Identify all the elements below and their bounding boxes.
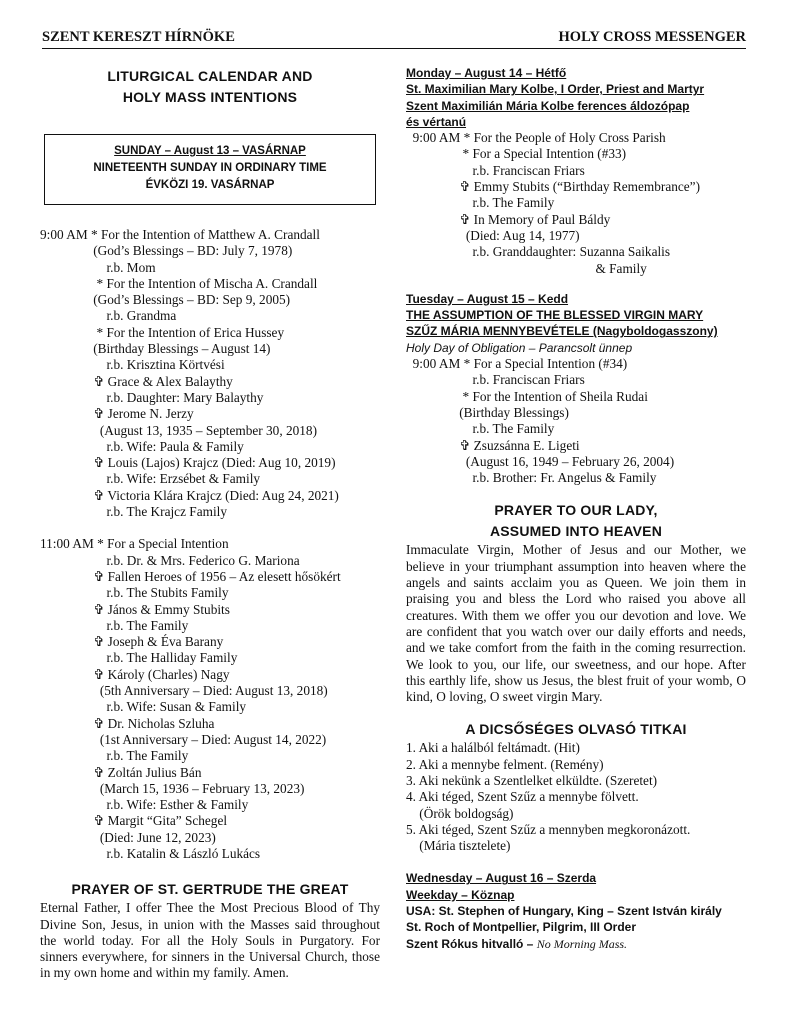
- intention-line: ✞ Grace & Alex Balaythy: [40, 373, 233, 389]
- intention-line: 9:00 AM * For the People of Holy Cross Parish: [406, 130, 666, 146]
- intention-line: r.b. Franciscan Friars: [406, 372, 585, 388]
- intention-line: r.b. Mom: [40, 259, 156, 275]
- monday-mass-list: [406, 130, 746, 277]
- mass-11am-list: [40, 536, 380, 862]
- intention-line: ✞ Margit “Gita” Schegel: [40, 813, 228, 829]
- intention-line: (5th Anniversary – Died: August 13, 2018): [40, 683, 328, 699]
- intention-line: * For the Intention of Erica Hussey: [40, 324, 285, 340]
- intention-line: r.b. The Stubits Family: [40, 585, 229, 601]
- intention-line: (Örök boldogság): [406, 805, 514, 821]
- tuesday-feast-hu: SZŰZ MÁRIA MENNYBEVÉTELE (Nagyboldogasszony): [406, 324, 718, 339]
- page-header: [42, 26, 746, 49]
- sunday-title-en: NINETEENTH SUNDAY IN ORDINARY TIME: [93, 162, 327, 174]
- intention-line: 2. Aki a mennybe felment. (Remény): [406, 756, 604, 772]
- intention-line: ✞ Emmy Stubits (“Birthday Remembrance”): [406, 179, 701, 195]
- rosary-title: A DICSŐSÉGES OLVASÓ TITKAI: [465, 721, 687, 738]
- intention-line: (1st Anniversary – Died: August 14, 2022): [40, 731, 327, 747]
- intention-line: r.b. Katalin & László Lukács: [40, 845, 261, 861]
- wednesday-heading: Wednesday – August 16 – Szerda: [406, 871, 597, 886]
- intention-line: r.b. Granddaughter: Suzanna Saikalis: [406, 244, 671, 260]
- holy-day-obligation: Holy Day of Obligation – Parancsolt ünnep: [406, 340, 633, 355]
- calendar-title-line1: LITURGICAL CALENDAR AND: [107, 68, 313, 84]
- intention-line: (God’s Blessings – BD: July 7, 1978): [40, 243, 293, 259]
- intention-line: 4. Aki téged, Szent Szűz a mennybe fölvett.: [406, 789, 639, 805]
- intention-line: * For a Special Intention (#33): [406, 146, 627, 162]
- intention-line: 11:00 AM * For a Special Intention: [40, 536, 229, 552]
- wednesday-saint-hu: Szent Rókus hitvalló –: [406, 936, 537, 951]
- header-hungarian-title: SZENT KERESZT HÍRNÖKE: [42, 29, 235, 45]
- intention-line: ✞ In Memory of Paul Báldy: [406, 211, 611, 227]
- left-column: [40, 62, 380, 982]
- intention-line: r.b. Wife: Erzsébet & Family: [40, 471, 261, 487]
- intention-line: (Birthday Blessings – August 14): [40, 341, 271, 357]
- intention-line: ✞ Joseph & Éva Barany: [40, 634, 224, 650]
- intention-line: r.b. Franciscan Friars: [406, 162, 585, 178]
- intention-line: (August 13, 1935 – September 30, 2018): [40, 422, 317, 438]
- intention-line: 3. Aki nekünk a Szentlelket elküldte. (Szeretet): [406, 772, 658, 788]
- intention-line: ✞ János & Emmy Stubits: [40, 601, 230, 617]
- intention-line: r.b. The Family: [406, 195, 555, 211]
- header-english-title: HOLY CROSS MESSENGER: [558, 29, 746, 45]
- no-morning-mass: No Morning Mass.: [536, 936, 628, 951]
- intention-line: r.b. The Family: [40, 617, 189, 633]
- wednesday-line3: [406, 936, 746, 952]
- lady-prayer-text: Immaculate Virgin, Mother of Jesus and our Mother, we believe in your triumphant assumption into heaven where the angels and saints acclaim you as Queen. We join them in praising you and bless the Lord who raised you above all creatures. With them we offer you our devotion and love. We are confident that you watch over our daily efforts and needs, and we take comfort from the faith in the coming resurrection. We look to you, our life, our sweetness, and our hope. After this earthly life, show us Jesus, the blest fruit of your womb, O kind, O loving, O sweet virgin Mary.: [406, 542, 746, 705]
- intention-line: r.b. Wife: Paula & Family: [40, 438, 244, 454]
- intention-line: ✞ Fallen Heroes of 1956 – Az elesett hősökért: [40, 568, 341, 584]
- intention-line: r.b. The Halliday Family: [40, 650, 238, 666]
- intention-line: r.b. Brother: Fr. Angelus & Family: [406, 470, 657, 486]
- sunday-date: SUNDAY – August 13 – VASÁRNAP: [114, 145, 306, 157]
- sunday-box: [44, 134, 376, 205]
- intention-line: ✞ Zoltán Julius Bán: [40, 764, 202, 780]
- intention-line: 9:00 AM * For a Special Intention (#34): [406, 356, 628, 372]
- intention-line: r.b. Daughter: Mary Balaythy: [40, 389, 264, 405]
- intention-line: (Mária tisztelete): [406, 838, 511, 854]
- intention-line: (Died: Aug 14, 1977): [406, 227, 580, 243]
- intention-line: & Family: [406, 260, 647, 276]
- gertrude-prayer-title: PRAYER OF ST. GERTRUDE THE GREAT: [71, 881, 349, 898]
- intention-line: ✞ Károly (Charles) Nagy: [40, 666, 230, 682]
- sunday-title-hu: ÉVKÖZI 19. VASÁRNAP: [145, 179, 275, 191]
- tuesday-feast-en: THE ASSUMPTION OF THE BLESSED VIRGIN MARY: [406, 308, 704, 323]
- gertrude-prayer-text: Eternal Father, I offer Thee the Most Precious Blood of Thy Divine Son, Jesus, in union with the Masses said throughout the world today. For all the Holy Souls in Purgatory. For sinners everywhere, for sinners in the Universal Church, those in my own home and within my family. Amen.: [40, 900, 380, 981]
- intention-line: (Died: June 12, 2023): [40, 829, 216, 845]
- intention-line: * For the Intention of Mischa A. Crandall: [40, 275, 318, 291]
- intention-line: ✞ Jerome N. Jerzy: [40, 406, 194, 422]
- intention-line: r.b. The Family: [406, 421, 555, 437]
- intention-line: ✞ Dr. Nicholas Szluha: [40, 715, 215, 731]
- monday-saint-hu: Szent Maximilián Mária Kolbe ferences áldozópap: [406, 98, 690, 113]
- monday-heading: Monday – August 14 – Hétfő: [406, 66, 567, 80]
- intention-line: * For the Intention of Sheila Rudai: [406, 388, 648, 404]
- intention-line: r.b. The Krajcz Family: [40, 504, 227, 520]
- tuesday-mass-list: [406, 356, 746, 486]
- intention-line: r.b. The Family: [40, 748, 189, 764]
- calendar-title-line2: HOLY MASS INTENTIONS: [122, 89, 298, 105]
- intention-line: ✞ Louis (Lajos) Krajcz (Died: Aug 10, 2019): [40, 455, 336, 471]
- intention-line: 9:00 AM * For the Intention of Matthew A. Crandall: [40, 227, 320, 242]
- intention-line: (March 15, 1936 – February 13, 2023): [40, 780, 305, 796]
- wednesday-sub: Weekday – Köznap: [406, 887, 515, 902]
- monday-saint-hu-cont: és vértanú: [406, 114, 467, 129]
- intention-line: r.b. Krisztina Körtvési: [40, 357, 225, 373]
- lady-prayer-title-line2: ASSUMED INTO HEAVEN: [489, 523, 663, 540]
- tuesday-heading: Tuesday – August 15 – Kedd: [406, 291, 569, 306]
- intention-line: (August 16, 1949 – February 26, 2004): [406, 453, 675, 469]
- mass-9am-list: [40, 227, 380, 520]
- intention-line: r.b. Dr. & Mrs. Federico G. Mariona: [40, 552, 300, 568]
- right-column: [406, 65, 746, 952]
- intention-line: ✞ Zsuzsánna E. Ligeti: [406, 437, 580, 453]
- rosary-list: [406, 740, 746, 854]
- wednesday-line1: USA: St. Stephen of Hungary, King – Szent István király: [406, 904, 722, 919]
- wednesday-line2: St. Roch of Montpellier, Pilgrim, III Order: [406, 920, 637, 935]
- intention-line: (Birthday Blessings): [406, 404, 569, 420]
- intention-line: 5. Aki téged, Szent Szűz a mennyben megkoronázott.: [406, 821, 691, 837]
- intention-line: r.b. Wife: Esther & Family: [40, 797, 249, 813]
- intention-line: r.b. Wife: Susan & Family: [40, 699, 247, 715]
- intention-line: (God’s Blessings – BD: Sep 9, 2005): [40, 292, 291, 308]
- lady-prayer-title-line1: PRAYER TO OUR LADY,: [494, 502, 658, 519]
- intention-line: r.b. Grandma: [40, 308, 177, 324]
- monday-saint-en: St. Maximilian Mary Kolbe, I Order, Priest and Martyr: [406, 82, 705, 97]
- intention-line: ✞ Victoria Klára Krajcz (Died: Aug 24, 2021): [40, 487, 339, 503]
- intention-line: 1. Aki a halálból feltámadt. (Hit): [406, 740, 580, 756]
